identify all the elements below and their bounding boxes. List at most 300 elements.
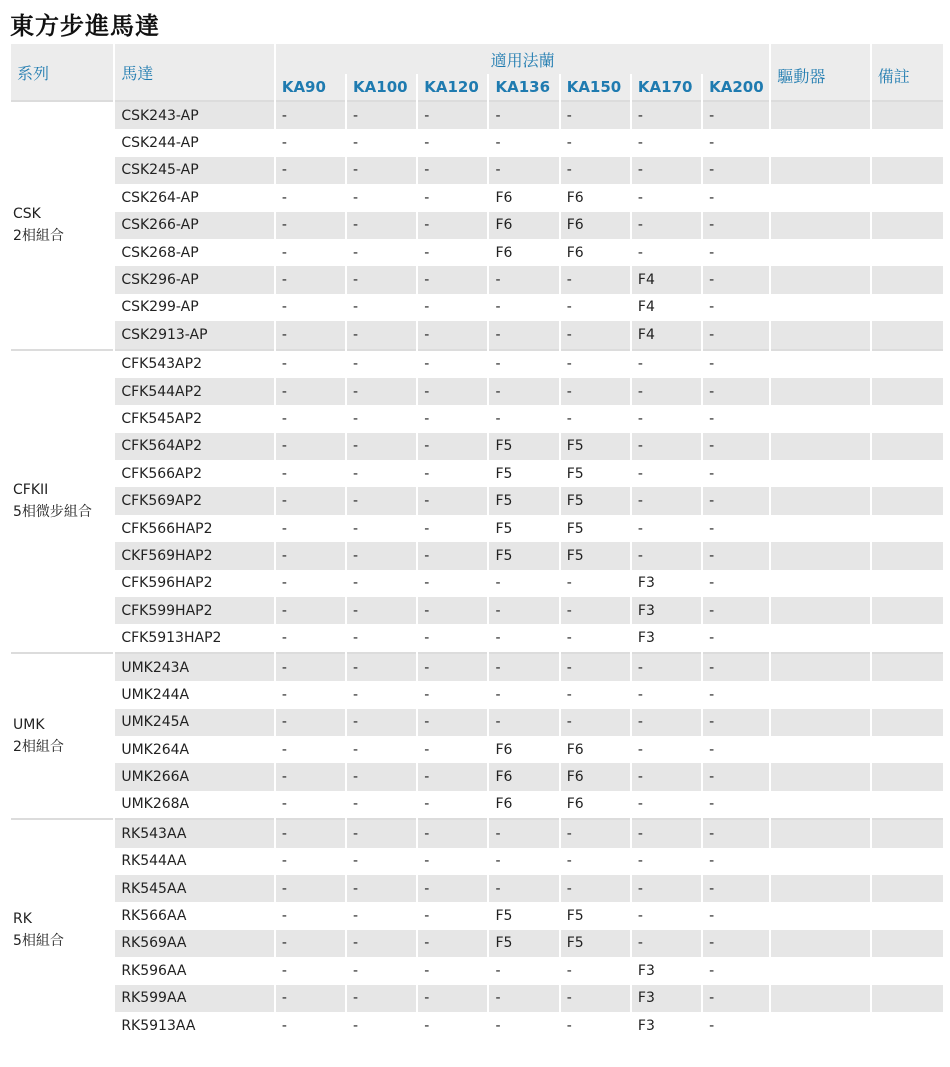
flange-value-ka100: - [346,930,417,957]
table-row [11,460,943,487]
flange-value-ka200: - [702,570,770,597]
flange-value-ka120: - [417,819,488,847]
header-flange-ka100: KA100 [346,74,417,101]
flange-value-ka200: - [702,791,770,819]
driver-cell [770,624,870,652]
flange-value-ka200: - [702,157,770,184]
flange-value-ka90: - [275,709,346,736]
flange-value-ka200: - [702,239,770,266]
flange-value-ka150: - [560,1012,631,1039]
flange-value-ka90: - [275,157,346,184]
flange-value-ka90: - [275,597,346,624]
flange-value-ka100: - [346,653,417,681]
flange-value-ka200: - [702,294,770,321]
table-row [11,597,943,624]
flange-value-ka150: F5 [560,902,631,929]
motor-model: UMK266A [114,763,275,790]
note-cell [871,875,943,902]
flange-value-ka170: F3 [631,570,702,597]
flange-value-ka100: - [346,624,417,652]
flange-value-ka136: - [488,957,559,984]
table-row [11,681,943,708]
header-motor: 馬達 [114,44,275,101]
driver-cell [770,405,870,432]
flange-value-ka150: - [560,129,631,156]
table-row [11,624,943,652]
driver-cell [770,985,870,1012]
flange-value-ka170: F4 [631,321,702,349]
flange-value-ka90: - [275,129,346,156]
flange-value-ka170: - [631,350,702,378]
flange-value-ka170: - [631,653,702,681]
motor-model: CSK2913-AP [114,321,275,349]
motor-model: UMK268A [114,791,275,819]
note-cell [871,266,943,293]
flange-value-ka120: - [417,985,488,1012]
flange-value-ka136: F5 [488,487,559,514]
flange-value-ka120: - [417,848,488,875]
table-row [11,848,943,875]
flange-value-ka136: - [488,653,559,681]
flange-value-ka200: - [702,930,770,957]
motor-model: UMK243A [114,653,275,681]
driver-cell [770,681,870,708]
flange-value-ka100: - [346,957,417,984]
flange-value-ka136: F5 [488,515,559,542]
flange-value-ka150: F6 [560,212,631,239]
flange-value-ka90: - [275,378,346,405]
header-driver: 驅動器 [770,44,870,101]
driver-cell [770,902,870,929]
motor-model: RK569AA [114,930,275,957]
motor-model: RK544AA [114,848,275,875]
note-cell [871,902,943,929]
motor-model: CSK268-AP [114,239,275,266]
note-cell [871,791,943,819]
flange-value-ka136: F6 [488,184,559,211]
flange-value-ka200: - [702,487,770,514]
table-row [11,1012,943,1039]
flange-value-ka120: - [417,350,488,378]
flange-value-ka170: - [631,101,702,129]
flange-value-ka120: - [417,957,488,984]
header-flange-ka200: KA200 [702,74,770,101]
flange-value-ka200: - [702,624,770,652]
flange-value-ka90: - [275,819,346,847]
flange-value-ka150: - [560,266,631,293]
flange-value-ka200: - [702,184,770,211]
flange-value-ka120: - [417,736,488,763]
flange-value-ka136: F6 [488,239,559,266]
driver-cell [770,875,870,902]
flange-value-ka100: - [346,681,417,708]
flange-value-ka100: - [346,515,417,542]
flange-value-ka90: - [275,542,346,569]
flange-value-ka120: - [417,1012,488,1039]
driver-cell [770,848,870,875]
note-cell [871,212,943,239]
driver-cell [770,239,870,266]
flange-value-ka200: - [702,957,770,984]
table-row [11,763,943,790]
flange-value-ka136: - [488,101,559,129]
flange-value-ka170: - [631,129,702,156]
table-row [11,157,943,184]
flange-value-ka100: - [346,902,417,929]
motor-model: CSK266-AP [114,212,275,239]
flange-value-ka200: - [702,597,770,624]
driver-cell [770,570,870,597]
flange-value-ka90: - [275,515,346,542]
table-row [11,101,943,129]
driver-cell [770,597,870,624]
note-cell [871,321,943,349]
flange-value-ka150: - [560,848,631,875]
motor-model: CFK596HAP2 [114,570,275,597]
flange-value-ka150: F6 [560,763,631,790]
flange-value-ka150: - [560,875,631,902]
flange-value-ka120: - [417,101,488,129]
note-cell [871,570,943,597]
header-flange-ka150: KA150 [560,74,631,101]
flange-value-ka170: - [631,709,702,736]
flange-value-ka136: F6 [488,212,559,239]
header-note: 備註 [871,44,943,101]
flange-value-ka100: - [346,129,417,156]
flange-value-ka200: - [702,542,770,569]
table-row [11,184,943,211]
table-row [11,487,943,514]
flange-value-ka136: - [488,157,559,184]
series-name: CSK [13,206,41,223]
flange-value-ka100: - [346,570,417,597]
motor-model: UMK245A [114,709,275,736]
flange-value-ka136: - [488,378,559,405]
flange-value-ka90: - [275,212,346,239]
flange-value-ka200: - [702,653,770,681]
table-row [11,129,943,156]
flange-value-ka136: - [488,294,559,321]
driver-cell [770,350,870,378]
note-cell [871,129,943,156]
motor-model: CSK243-AP [114,101,275,129]
flange-value-ka150: - [560,405,631,432]
flange-value-ka136: - [488,1012,559,1039]
note-cell [871,101,943,129]
flange-value-ka90: - [275,985,346,1012]
flange-value-ka150: - [560,570,631,597]
flange-value-ka100: - [346,101,417,129]
flange-value-ka120: - [417,709,488,736]
flange-value-ka170: - [631,515,702,542]
note-cell [871,985,943,1012]
driver-cell [770,129,870,156]
flange-value-ka150: - [560,985,631,1012]
flange-value-ka100: - [346,405,417,432]
driver-cell [770,487,870,514]
flange-value-ka90: - [275,763,346,790]
note-cell [871,433,943,460]
flange-value-ka200: - [702,902,770,929]
flange-value-ka136: - [488,350,559,378]
motor-model: CSK245-AP [114,157,275,184]
flange-value-ka170: - [631,791,702,819]
flange-value-ka136: F6 [488,736,559,763]
flange-value-ka200: - [702,460,770,487]
flange-value-ka200: - [702,321,770,349]
flange-value-ka120: - [417,405,488,432]
flange-value-ka90: - [275,681,346,708]
motor-model: CSK299-AP [114,294,275,321]
flange-value-ka120: - [417,433,488,460]
driver-cell [770,791,870,819]
flange-value-ka150: F5 [560,433,631,460]
flange-value-ka200: - [702,1012,770,1039]
motor-model: CFK566HAP2 [114,515,275,542]
flange-value-ka120: - [417,321,488,349]
flange-value-ka150: F5 [560,515,631,542]
table-row [11,709,943,736]
flange-value-ka170: - [631,460,702,487]
note-cell [871,460,943,487]
flange-value-ka90: - [275,1012,346,1039]
flange-value-ka100: - [346,542,417,569]
header-flange-group: 適用法蘭 [275,44,771,74]
flange-value-ka136: - [488,624,559,652]
driver-cell [770,542,870,569]
driver-cell [770,930,870,957]
flange-value-ka136: - [488,405,559,432]
flange-value-ka90: - [275,294,346,321]
motor-model: CFK545AP2 [114,405,275,432]
driver-cell [770,736,870,763]
flange-value-ka170: - [631,184,702,211]
note-cell [871,184,943,211]
flange-value-ka120: - [417,239,488,266]
flange-value-ka136: F5 [488,902,559,929]
flange-value-ka100: - [346,763,417,790]
note-cell [871,736,943,763]
flange-value-ka120: - [417,930,488,957]
flange-value-ka90: - [275,184,346,211]
flange-value-ka100: - [346,848,417,875]
note-cell [871,515,943,542]
flange-value-ka90: - [275,930,346,957]
table-row [11,542,943,569]
flange-value-ka90: - [275,624,346,652]
series-type: 5相組合 [13,932,64,949]
table-row [11,791,943,819]
note-cell [871,653,943,681]
motor-model: UMK264A [114,736,275,763]
flange-value-ka100: - [346,875,417,902]
flange-value-ka200: - [702,681,770,708]
flange-value-ka170: F4 [631,294,702,321]
flange-value-ka170: - [631,902,702,929]
flange-value-ka120: - [417,294,488,321]
flange-value-ka100: - [346,157,417,184]
note-cell [871,819,943,847]
motor-model: CFK599HAP2 [114,597,275,624]
flange-value-ka90: - [275,101,346,129]
flange-value-ka120: - [417,515,488,542]
flange-value-ka100: - [346,239,417,266]
flange-value-ka100: - [346,212,417,239]
flange-value-ka90: - [275,321,346,349]
table-row [11,515,943,542]
note-cell [871,930,943,957]
flange-value-ka170: F3 [631,985,702,1012]
note-cell [871,405,943,432]
flange-value-ka200: - [702,819,770,847]
driver-cell [770,515,870,542]
flange-value-ka150: - [560,378,631,405]
series-cell [11,101,114,350]
flange-value-ka150: - [560,681,631,708]
flange-value-ka200: - [702,515,770,542]
series-name: UMK [13,716,45,733]
flange-value-ka150: F6 [560,791,631,819]
flange-value-ka136: - [488,819,559,847]
note-cell [871,597,943,624]
flange-value-ka90: - [275,487,346,514]
flange-value-ka100: - [346,184,417,211]
series-name: CFKII [13,482,49,499]
flange-value-ka120: - [417,763,488,790]
flange-value-ka170: - [631,239,702,266]
note-cell [871,542,943,569]
flange-value-ka170: - [631,433,702,460]
flange-value-ka150: - [560,597,631,624]
flange-value-ka120: - [417,681,488,708]
flange-value-ka170: F3 [631,597,702,624]
flange-value-ka120: - [417,212,488,239]
driver-cell [770,460,870,487]
note-cell [871,378,943,405]
motor-model: RK599AA [114,985,275,1012]
flange-value-ka200: - [702,378,770,405]
flange-value-ka120: - [417,129,488,156]
flange-value-ka150: - [560,101,631,129]
motor-model: UMK244A [114,681,275,708]
table-row [11,736,943,763]
flange-value-ka150: F5 [560,487,631,514]
flange-value-ka200: - [702,848,770,875]
motor-model: RK545AA [114,875,275,902]
flange-value-ka150: F6 [560,184,631,211]
flange-value-ka136: F6 [488,791,559,819]
flange-value-ka136: - [488,321,559,349]
flange-value-ka90: - [275,791,346,819]
flange-value-ka90: - [275,902,346,929]
flange-value-ka100: - [346,791,417,819]
note-cell [871,957,943,984]
table-row [11,321,943,349]
flange-table [11,44,943,1039]
driver-cell [770,957,870,984]
series-type: 5相微步組合 [13,504,92,521]
flange-value-ka120: - [417,791,488,819]
flange-value-ka90: - [275,433,346,460]
note-cell [871,763,943,790]
note-cell [871,487,943,514]
flange-value-ka90: - [275,460,346,487]
table-row [11,433,943,460]
flange-value-ka170: - [631,819,702,847]
flange-value-ka170: F3 [631,1012,702,1039]
table-row [11,378,943,405]
header-flange-ka90: KA90 [275,74,346,101]
note-cell [871,239,943,266]
flange-value-ka90: - [275,239,346,266]
flange-value-ka200: - [702,763,770,790]
table-row [11,239,943,266]
flange-value-ka136: - [488,709,559,736]
table-row [11,930,943,957]
flange-value-ka150: - [560,709,631,736]
flange-value-ka100: - [346,736,417,763]
flange-value-ka120: - [417,597,488,624]
driver-cell [770,294,870,321]
flange-value-ka170: - [631,875,702,902]
flange-value-ka200: - [702,212,770,239]
note-cell [871,624,943,652]
flange-value-ka120: - [417,570,488,597]
table-row [11,875,943,902]
table-row [11,570,943,597]
flange-value-ka136: - [488,985,559,1012]
flange-value-ka120: - [417,378,488,405]
flange-value-ka200: - [702,266,770,293]
flange-value-ka90: - [275,848,346,875]
series-type: 2相組合 [13,228,64,245]
driver-cell [770,709,870,736]
flange-value-ka136: F6 [488,763,559,790]
driver-cell [770,1012,870,1039]
flange-value-ka100: - [346,294,417,321]
flange-value-ka136: F5 [488,460,559,487]
driver-cell [770,184,870,211]
flange-value-ka100: - [346,350,417,378]
motor-model: CFK569AP2 [114,487,275,514]
driver-cell [770,157,870,184]
flange-value-ka150: - [560,350,631,378]
motor-model: CSK296-AP [114,266,275,293]
flange-value-ka90: - [275,266,346,293]
flange-value-ka120: - [417,875,488,902]
note-cell [871,709,943,736]
flange-value-ka120: - [417,266,488,293]
flange-value-ka136: - [488,266,559,293]
series-cell [11,653,114,819]
driver-cell [770,266,870,293]
flange-value-ka150: F5 [560,930,631,957]
flange-value-ka150: F5 [560,542,631,569]
header-flange-ka170: KA170 [631,74,702,101]
table-row [11,902,943,929]
motor-model: CFK566AP2 [114,460,275,487]
motor-model: RK596AA [114,957,275,984]
flange-value-ka170: - [631,487,702,514]
table-row [11,957,943,984]
note-cell [871,350,943,378]
flange-value-ka120: - [417,157,488,184]
flange-value-ka136: - [488,129,559,156]
flange-value-ka150: - [560,624,631,652]
table-row [11,294,943,321]
flange-value-ka170: - [631,542,702,569]
flange-value-ka170: - [631,681,702,708]
